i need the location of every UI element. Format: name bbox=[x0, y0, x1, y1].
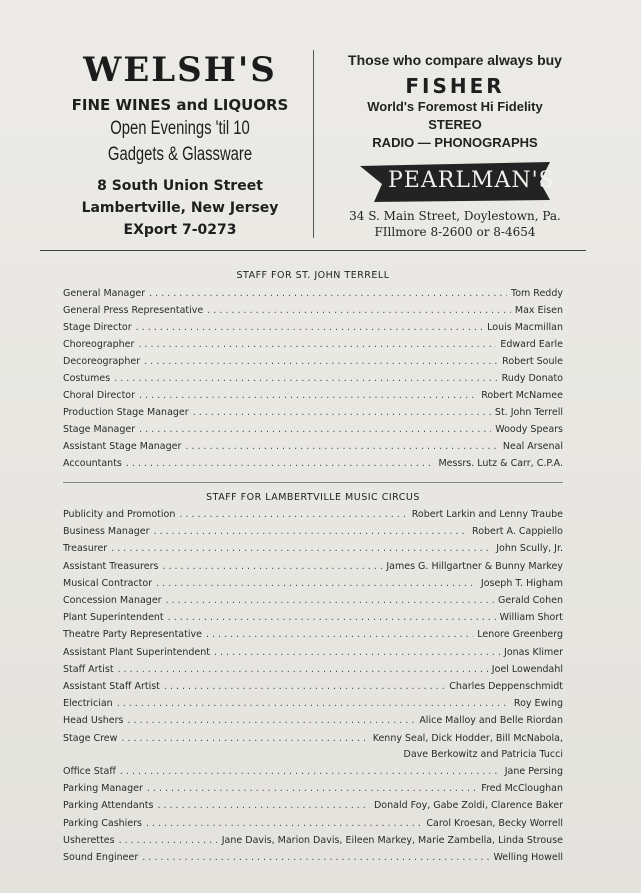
staff-row bbox=[63, 458, 563, 472]
staff-row bbox=[63, 647, 563, 661]
staff-name: Rudy Donato bbox=[501, 373, 563, 384]
staff-row bbox=[63, 561, 563, 575]
staff-row bbox=[63, 612, 563, 626]
staff-role: Choral Director bbox=[63, 390, 136, 401]
staff-role: Staff Artist bbox=[63, 663, 114, 675]
leader-dots bbox=[214, 647, 500, 658]
staff-role: Concession Manager bbox=[63, 595, 162, 606]
fisher-line3: RADIO — PHONOGRAPHS bbox=[372, 135, 538, 150]
leader-dots bbox=[185, 441, 498, 452]
leader-dots bbox=[136, 322, 484, 333]
staff-row bbox=[63, 339, 563, 353]
staff-row bbox=[63, 595, 563, 609]
staff-role: Parking Cashiers bbox=[63, 817, 143, 829]
staff-role: Choreographer bbox=[63, 339, 135, 350]
staff-role: General Press Representative bbox=[63, 305, 204, 316]
leader-dots bbox=[142, 852, 489, 863]
leader-dots bbox=[111, 543, 492, 554]
staff-name: Robert A. Cappiello bbox=[472, 526, 563, 538]
leader-dots bbox=[206, 629, 473, 640]
leader-dots bbox=[139, 424, 491, 435]
leader-dots bbox=[118, 664, 488, 675]
leader-dots bbox=[149, 288, 507, 299]
staff-role: Parking Attendants bbox=[63, 800, 154, 812]
welsh-line1: FINE WINES and LIQUORS bbox=[71, 96, 289, 114]
leader-dots bbox=[166, 595, 494, 606]
staff-role: Accountants bbox=[63, 458, 122, 469]
staff-name: Joseph T. Higham bbox=[480, 577, 563, 589]
leader-dots bbox=[119, 835, 218, 846]
welsh-address2: Lambertville, New Jersey bbox=[81, 200, 279, 216]
staff-name: Edward Earle bbox=[500, 339, 563, 350]
staff-name: Woody Spears bbox=[495, 424, 563, 435]
staff-row bbox=[63, 698, 563, 712]
staff-role: Costumes bbox=[63, 373, 111, 384]
staff-row bbox=[63, 390, 563, 404]
staff-role: Publicity and Promotion bbox=[63, 509, 176, 520]
staff-name: Fred McCloughan bbox=[481, 783, 563, 795]
staff-role: Usherettes bbox=[63, 834, 115, 846]
staff-role: Decoreographer bbox=[63, 356, 141, 367]
staff-role: Parking Manager bbox=[63, 783, 143, 795]
staff-name: Robert Soule bbox=[502, 356, 563, 367]
staff-row bbox=[63, 783, 563, 797]
staff-row bbox=[63, 733, 563, 747]
staff-row bbox=[63, 407, 563, 421]
staff-row bbox=[63, 715, 563, 729]
staff-row bbox=[63, 629, 563, 643]
staff-name: Louis Macmillan bbox=[487, 322, 563, 333]
staff-name: Lenore Greenberg bbox=[477, 629, 563, 641]
welsh-ad bbox=[50, 52, 310, 241]
fisher-brand: FISHER bbox=[405, 74, 505, 98]
leader-dots bbox=[138, 339, 496, 350]
staff-role: Musical Contractor bbox=[63, 577, 153, 589]
pearlmans-logo bbox=[360, 162, 555, 202]
staff-role: Office Staff bbox=[63, 766, 116, 777]
staff-row bbox=[63, 800, 563, 814]
leader-dots bbox=[164, 681, 445, 692]
leader-dots bbox=[157, 800, 370, 811]
staff-name: Donald Foy, Gabe Zoldi, Clarence Baker bbox=[373, 800, 563, 812]
staff-role: General Manager bbox=[63, 288, 146, 299]
divider-rule-middle bbox=[63, 482, 563, 483]
staff-name: Tom Reddy bbox=[511, 288, 563, 299]
staff-name: Roy Ewing bbox=[513, 698, 563, 710]
staff-role: Assistant Staff Artist bbox=[63, 681, 160, 692]
staff-name: Kenny Seal, Dick Hodder, Bill McNabola, bbox=[372, 732, 563, 744]
welsh-address1: 8 South Union Street bbox=[97, 178, 263, 194]
leader-dots bbox=[162, 561, 382, 572]
staff-row bbox=[63, 509, 563, 523]
leader-dots bbox=[114, 373, 497, 384]
staff-role: Assistant Plant Superintendent bbox=[63, 646, 210, 658]
staff-role: Theatre Party Representative bbox=[63, 629, 202, 641]
staff-name: James G. Hillgartner & Bunny Markey bbox=[386, 560, 563, 572]
leader-dots bbox=[193, 407, 491, 418]
leader-dots bbox=[144, 356, 498, 367]
staff-row bbox=[63, 681, 563, 695]
staff-name: Welling Howell bbox=[493, 852, 563, 863]
staff-role: Electrician bbox=[63, 698, 113, 710]
leader-dots bbox=[154, 526, 468, 537]
welsh-address bbox=[50, 175, 310, 241]
staff-role: Assistant Stage Manager bbox=[63, 441, 182, 452]
staff-name: Robert McNamee bbox=[481, 390, 563, 401]
staff-name: Max Eisen bbox=[514, 305, 563, 316]
staff-name: John Scully, Jr. bbox=[496, 543, 563, 555]
staff-row bbox=[63, 835, 563, 849]
staff-name: Charles Deppenschmidt bbox=[449, 681, 563, 692]
pearlmans-name: PEARLMAN'S bbox=[388, 168, 555, 193]
welsh-name: WELSH'S bbox=[83, 50, 277, 90]
pearlmans-address: 34 S. Main Street, Doylestown, Pa. bbox=[349, 209, 561, 223]
staff-role: Business Manager bbox=[63, 526, 150, 538]
leader-dots bbox=[156, 578, 477, 589]
leader-dots bbox=[121, 733, 368, 744]
staff-role: Sound Engineer bbox=[63, 852, 139, 863]
staff-row bbox=[63, 356, 563, 370]
staff-row bbox=[63, 543, 563, 557]
staff-name: Robert Larkin and Lenny Traube bbox=[411, 509, 563, 520]
welsh-line3: Gadgets & Glassware bbox=[107, 144, 253, 165]
staff-name: Joel Lowendahl bbox=[491, 663, 563, 675]
fisher-line1: World's Foremost Hi Fidelity bbox=[367, 99, 543, 114]
staff-role: Head Ushers bbox=[63, 715, 124, 727]
staff-name: William Short bbox=[499, 612, 563, 624]
staff-row bbox=[63, 852, 563, 866]
staff-row bbox=[63, 664, 563, 678]
leader-dots bbox=[147, 783, 477, 794]
staff-name: Carol Kroesan, Becky Worrell bbox=[426, 817, 563, 829]
staff-name: Neal Arsenal bbox=[502, 441, 563, 452]
fisher-tagline: Those who compare always buy bbox=[348, 52, 562, 68]
staff-name: Jane Davis, Marion Davis, Eileen Markey, Marie Zambella, Linda Strouse bbox=[221, 834, 563, 846]
leader-dots bbox=[126, 458, 435, 469]
staff-role: Stage Manager bbox=[63, 424, 136, 435]
staff-name: Jane Persing bbox=[504, 766, 563, 777]
staff-role: Production Stage Manager bbox=[63, 407, 189, 418]
section-title-circus: STAFF FOR LAMBERTVILLE MUSIC CIRCUS bbox=[206, 492, 420, 503]
fisher-ad bbox=[326, 52, 584, 240]
staff-row bbox=[63, 818, 563, 832]
staff-row bbox=[63, 526, 563, 540]
fisher-line2: STEREO bbox=[428, 117, 482, 132]
ad-divider bbox=[313, 50, 314, 238]
staff-name: Jonas Klimer bbox=[504, 646, 563, 658]
staff-row bbox=[63, 424, 563, 438]
welsh-line2: Open Evenings 'til 10 bbox=[110, 118, 250, 139]
leader-dots bbox=[179, 509, 407, 520]
staff-row bbox=[63, 766, 563, 780]
staff-name: Gerald Cohen bbox=[498, 595, 563, 606]
staff-name: St. John Terrell bbox=[494, 407, 563, 418]
leader-dots bbox=[139, 390, 477, 401]
welsh-phone: EXport 7-0273 bbox=[123, 222, 237, 238]
staff-row bbox=[63, 441, 563, 455]
section-title-terrell: STAFF FOR ST. JOHN TERRELL bbox=[236, 270, 390, 281]
divider-rule-top bbox=[40, 250, 586, 251]
advertisements bbox=[40, 42, 586, 247]
leader-dots bbox=[120, 766, 501, 777]
staff-name: Alice Malloy and Belle Riordan bbox=[419, 715, 563, 727]
leader-dots bbox=[127, 715, 415, 726]
leader-dots bbox=[207, 305, 511, 316]
pearlmans-phone: FIllmore 8-2600 or 8-4654 bbox=[374, 225, 536, 239]
staff-row bbox=[63, 288, 563, 302]
leader-dots bbox=[146, 818, 422, 829]
staff-role: Treasurer bbox=[63, 543, 108, 555]
staff-row bbox=[63, 305, 563, 319]
leader-dots bbox=[117, 698, 510, 709]
staff-name: Messrs. Lutz & Carr, C.P.A. bbox=[438, 458, 563, 469]
staff-role: Stage Director bbox=[63, 322, 132, 333]
leader-dots bbox=[168, 612, 496, 623]
staff-name-continued: Dave Berkowitz and Patricia Tucci bbox=[403, 748, 563, 760]
staff-role: Stage Crew bbox=[63, 732, 118, 744]
staff-role: Assistant Treasurers bbox=[63, 560, 159, 572]
staff-row bbox=[63, 578, 563, 592]
staff-role: Plant Superintendent bbox=[63, 612, 164, 624]
staff-row bbox=[63, 322, 563, 336]
staff-row bbox=[63, 373, 563, 387]
